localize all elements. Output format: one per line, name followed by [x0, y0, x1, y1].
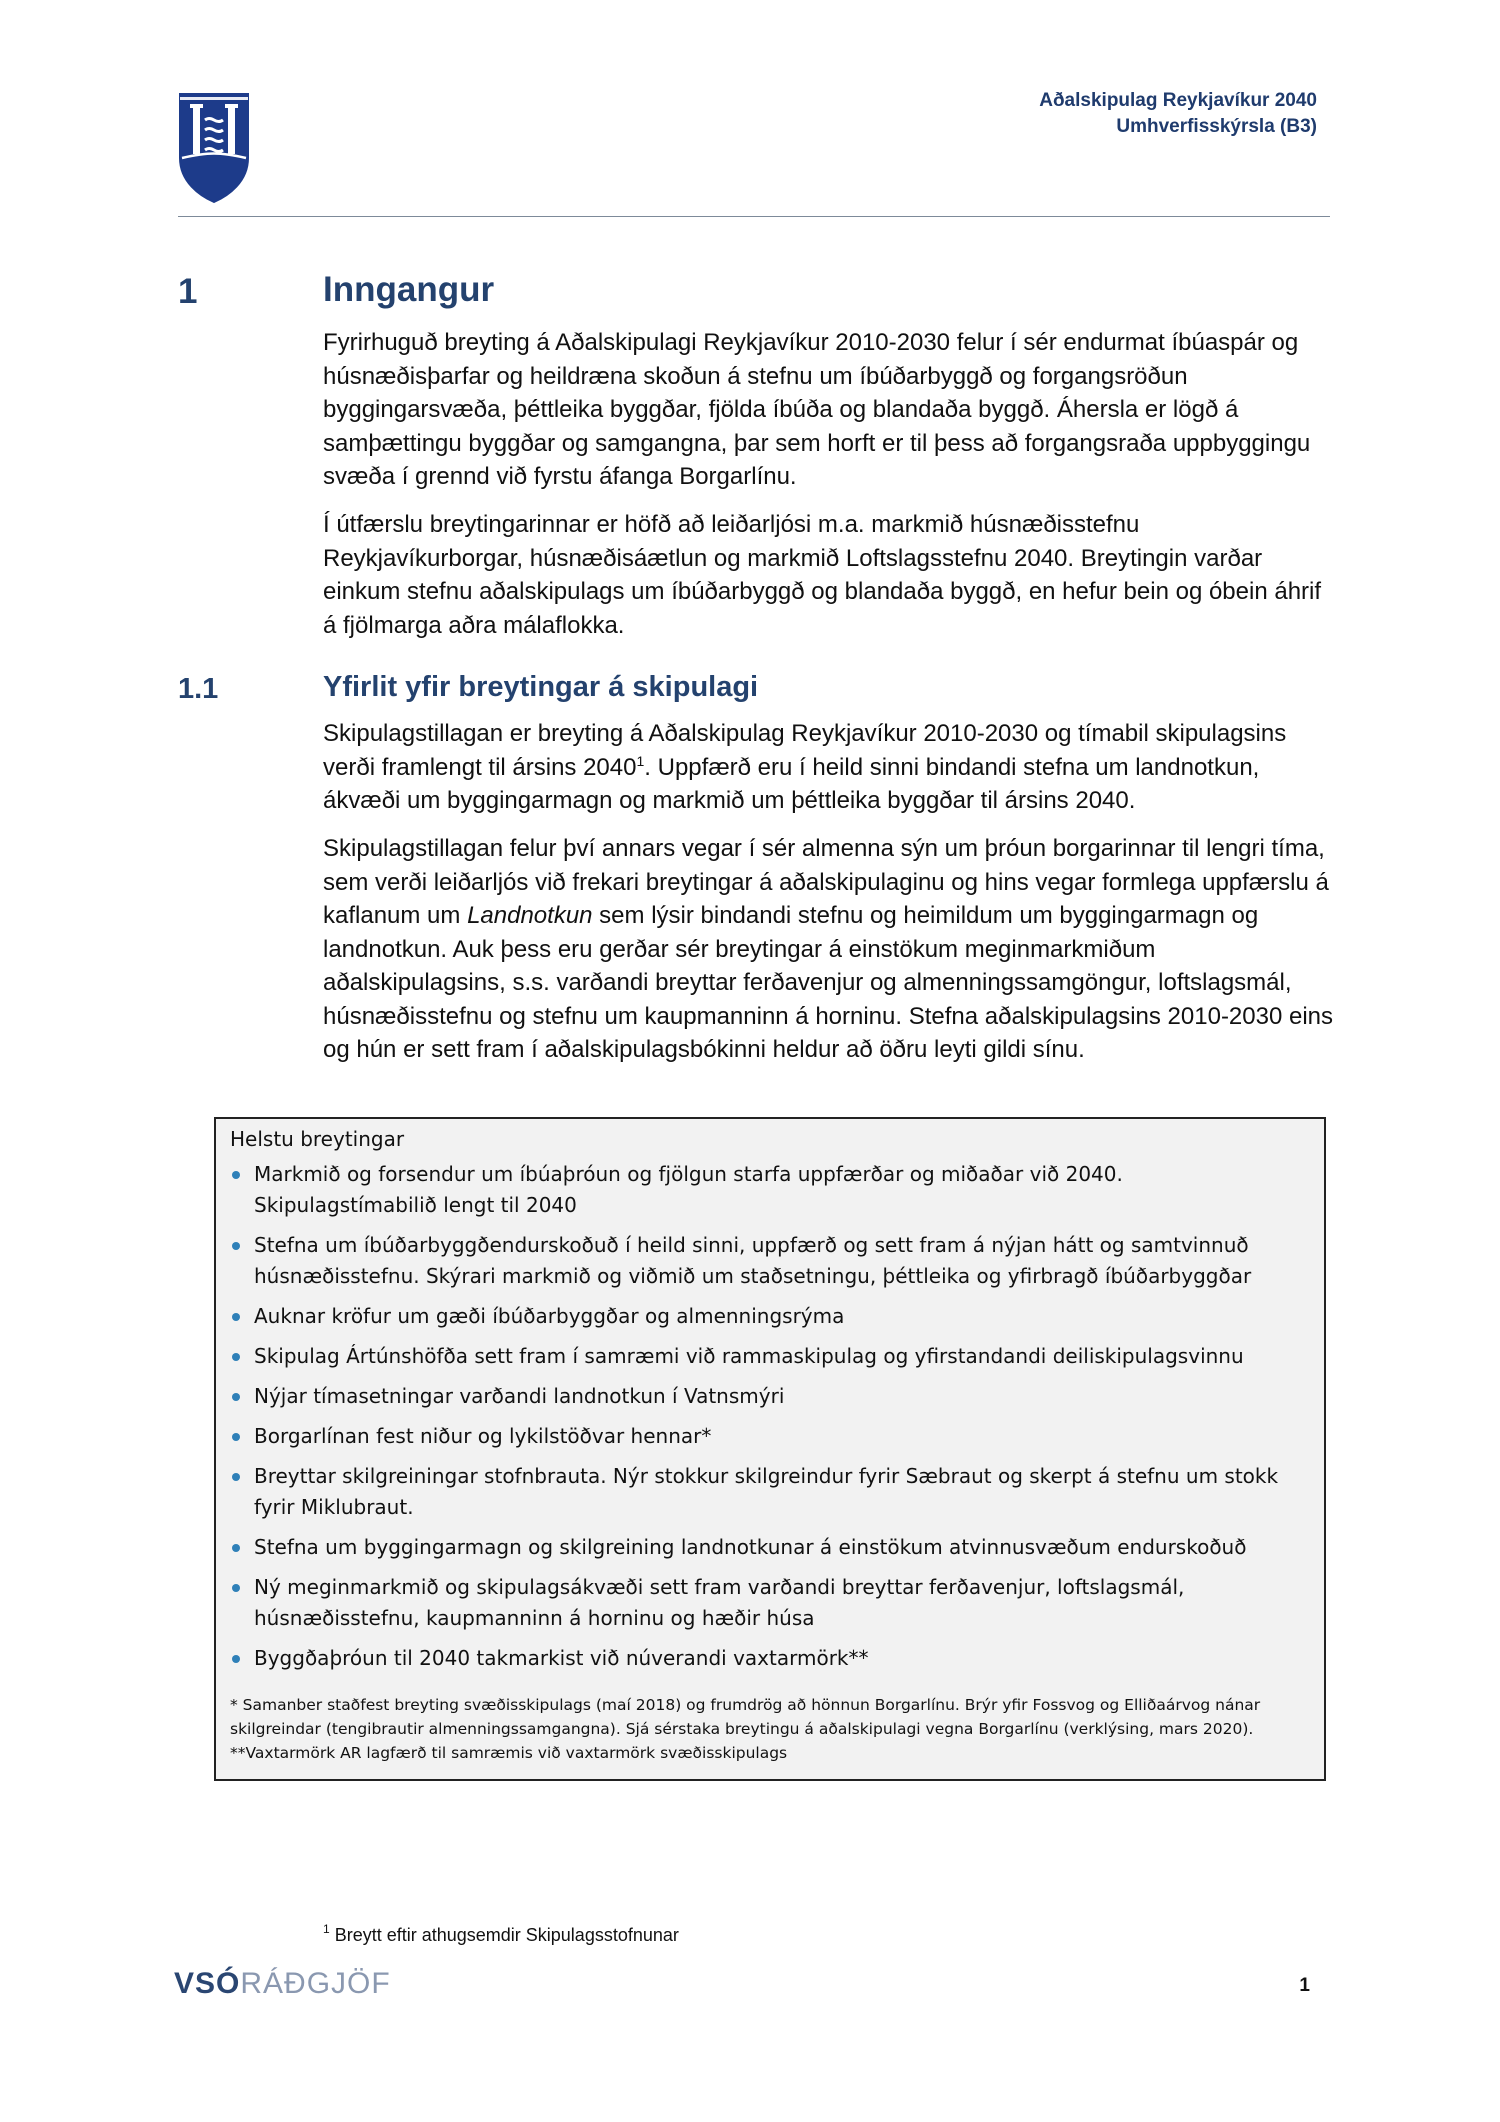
document-header	[1039, 88, 1317, 140]
section-1-paragraph-1: Fyrirhuguð breyting á Aðalskipulagi Reykjavíkur 2010-2030 felur í sér endurmat íbúaspár og húsnæðisþarfar og heildræna skoðun á stefnu um íbúðarbyggð og forgangsröðun byggingarsvæða, þéttleika byggðar, fjölda íbúða og blandaða byggð. Áhersla er lögð á samþættingu byggðar og samgangna, þar sem horft er til þess að forgangsraða uppbyggingu svæða í grennd við fyrstu áfanga Borgarlínu.	[323, 329, 1311, 490]
bullet-icon	[232, 1393, 240, 1401]
bullet-icon	[232, 1353, 240, 1361]
bullet-icon	[232, 1655, 240, 1663]
footnote-reference: 1	[636, 752, 645, 769]
page-number: 1	[1299, 1975, 1310, 1996]
box-note-2: **Vaxtarmörk AR lagfærð til samræmis við vaxtarmörk svæðisskipulags	[230, 1744, 788, 1762]
list-item: Breyttar skilgreiningar stofnbrauta. Nýr stokkur skilgreindur fyrir Sæbraut og skerpt á stefnu um stokk fyrir Miklubraut.	[230, 1461, 1310, 1523]
header-divider	[178, 216, 1330, 217]
bullet-icon	[232, 1242, 240, 1250]
list-item: Markmið og forsendur um íbúaþróun og fjölgun starfa uppfærðar og miðaðar við 2040. Skipulagstímabilið lengt til 2040	[230, 1159, 1310, 1221]
section-1-paragraph-2: Í útfærslu breytingarinnar er höfð að leiðarljósi m.a. markmið húsnæðisstefnu Reykjavíkurborgar, húsnæðisáætlun og markmið Loftslagsstefnu 2040. Breytingin varðar einkum stefnu aðalskipulags um íbúðarbyggð og blandaða byggð, en hefur bein og óbein áhrif á fjölmarga aðra málaflokka.	[323, 511, 1322, 639]
bullet-icon	[232, 1313, 240, 1321]
vso-radgjof-logo: VSÓRÁÐGJÖF	[174, 1967, 391, 2000]
footnote: $^1$ Breytt eftir athugsemdir Skipulagsstofnunar	[323, 1922, 679, 1945]
key-changes-title: Helstu breytingar	[230, 1127, 405, 1151]
key-changes-box	[214, 1117, 1326, 1781]
header-subtitle: Umhverfisskýrsla (B3)	[1116, 116, 1317, 137]
list-item: Skipulag Ártúnshöfða sett fram í samræmi við rammaskipulag og yfirstandandi deiliskipulagsvinnu	[230, 1341, 1310, 1372]
section-1-1-paragraph-1: Skipulagstillagan er breyting á Aðalskipulag Reykjavíkur 2010-2030 og tímabil skipulagsins verði framlengt til ársins 2040$^1$. Uppfærð eru í heild sinni bindandi stefna um landnotkun, ákvæði um byggingarmagn og markmið um þéttleika byggðar til ársins 2040.	[323, 720, 1287, 814]
bullet-icon	[232, 1584, 240, 1592]
bullet-icon	[232, 1171, 240, 1179]
list-item: Borgarlínan fest niður og lykilstöðvar hennar*	[230, 1421, 1310, 1452]
list-item: Byggðaþróun til 2040 takmarkist við núverandi vaxtarmörk**	[230, 1643, 1310, 1674]
key-changes-list	[230, 1159, 1310, 1683]
box-notes	[230, 1693, 1315, 1765]
section-1-title: Inngangur	[323, 270, 495, 309]
section-1-1-title: Yfirlit yfir breytingar á skipulagi	[323, 671, 759, 703]
list-item: Stefna um íbúðarbyggðendurskoðuð í heild sinni, uppfærð og sett fram á nýjan hátt og samtvinnuð húsnæðisstefnu. Skýrari markmið og viðmið um staðsetningu, þéttleika og yfirbragð íbúðarbyggðar	[230, 1230, 1310, 1292]
reykjavik-coat-of-arms-logo	[178, 92, 250, 204]
section-1-1-paragraph-2: Skipulagstillagan felur því annars vegar í sér almenna sýn um þróun borgarinnar til lengri tíma, sem verði leiðarljós við frekari breytingar á aðalskipulaginu og hins vegar formlega uppfærslu á kaflanum um Landnotkun sem lýsir bindandi stefnu og heimildum um byggingarmagn og landnotkun. Auk þess eru gerðar sér breytingar á einstökum meginmarkmiðum aðalskipulagsins, s.s. varðandi breyttar ferðavenjur og almenningssamgöngur, loftslagsmál, húsnæðisstefnu og stefnu um kaupmanninn á horninu. Stefna aðalskipulagsins 2010-2030 eins og hún er sett fram í aðalskipulagsbókinni heldur að öðru leyti gildi sínu.	[323, 835, 1334, 1063]
bullet-icon	[232, 1433, 240, 1441]
bullet-icon	[232, 1544, 240, 1552]
box-note-1: * Samanber staðfest breyting svæðisskipulags (maí 2018) og frumdrög að hönnun Borgarlínu. Brýr yfir Fossvog og Elliðaárvog nánar skilgreindar (tengibrautir almenningssamgangna). Sjá sérstaka breytingu á aðalskipulagi vegna Borgarlínu (verklýsing, mars 2020).	[230, 1696, 1261, 1738]
list-item: Ný meginmarkmið og skipulagsákvæði sett fram varðandi breyttar ferðavenjur, loftslagsmál, húsnæðisstefnu, kaupmanninn á horninu og hæðir húsa	[230, 1572, 1310, 1634]
header-title: Aðalskipulag Reykjavíkur 2040	[1039, 90, 1317, 111]
list-item: Nýjar tímasetningar varðandi landnotkun í Vatnsmýri	[230, 1381, 1310, 1412]
list-item: Stefna um byggingarmagn og skilgreining landnotkunar á einstökum atvinnusvæðum endurskoðuð	[230, 1532, 1310, 1563]
bullet-icon	[232, 1473, 240, 1481]
section-1-1-number: 1.1	[178, 673, 219, 705]
list-item: Auknar kröfur um gæði íbúðarbyggðar og almenningsrýma	[230, 1301, 1310, 1332]
section-1-number: 1	[178, 272, 198, 311]
